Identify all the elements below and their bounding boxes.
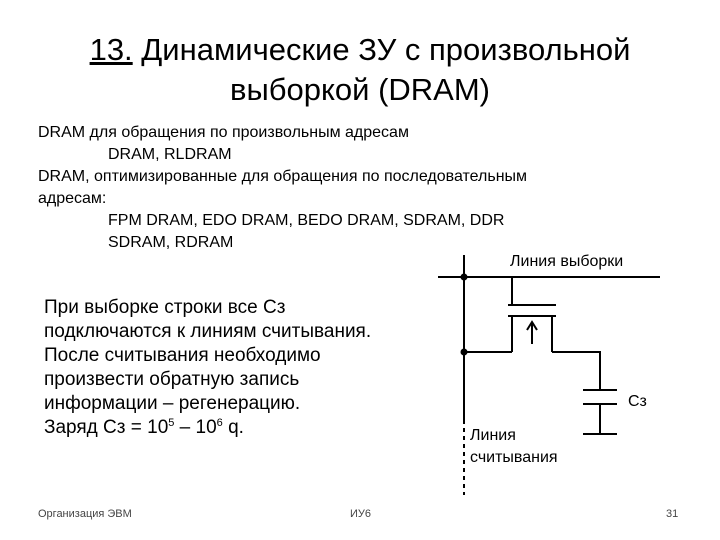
footer-course: Организация ЭВМ [38, 508, 132, 520]
desc-line-2: подключаются к линиям считывания. [44, 321, 372, 342]
word-line-label: Линия выборки [510, 253, 624, 270]
footer-page-number: 31 [666, 508, 679, 520]
text-line-4: адресам: [38, 190, 107, 207]
bit-line-label-2: считывания [470, 449, 558, 466]
desc-line-1: При выборке строки все Cз [44, 297, 286, 318]
charge-formula: Заряд Cз = $10^5 - 10^6$ q. [44, 417, 244, 438]
text-line-5: FPM DRAM, EDO DRAM, BEDO DRAM, SDRAM, DDR [108, 212, 505, 229]
title-line1: Динамические ЗУ с произвольной [132, 32, 631, 67]
bit-line-label-1: Линия [470, 427, 516, 444]
junction-dot-mid [461, 349, 468, 356]
desc-line-5: информации – регенерацию. [44, 393, 301, 414]
desc-line-3: После считывания необходимо [44, 345, 321, 366]
text-line-6: SDRAM, RDRAM [108, 234, 234, 251]
text-line-3: DRAM, оптимизированные для обращения по последовательным [38, 168, 528, 185]
title-number: 13. [89, 32, 133, 67]
title-line2: выборкой (DRAM) [230, 72, 490, 107]
junction-dot-top [461, 274, 468, 281]
capacitor-label: Cз [628, 393, 647, 410]
text-line-1: DRAM для обращения по произвольным адресам [38, 124, 409, 141]
footer-department: ИУ6 [350, 508, 372, 520]
desc-line-4: произвести обратную запись [44, 369, 300, 390]
text-line-2: DRAM, RLDRAM [108, 146, 232, 163]
